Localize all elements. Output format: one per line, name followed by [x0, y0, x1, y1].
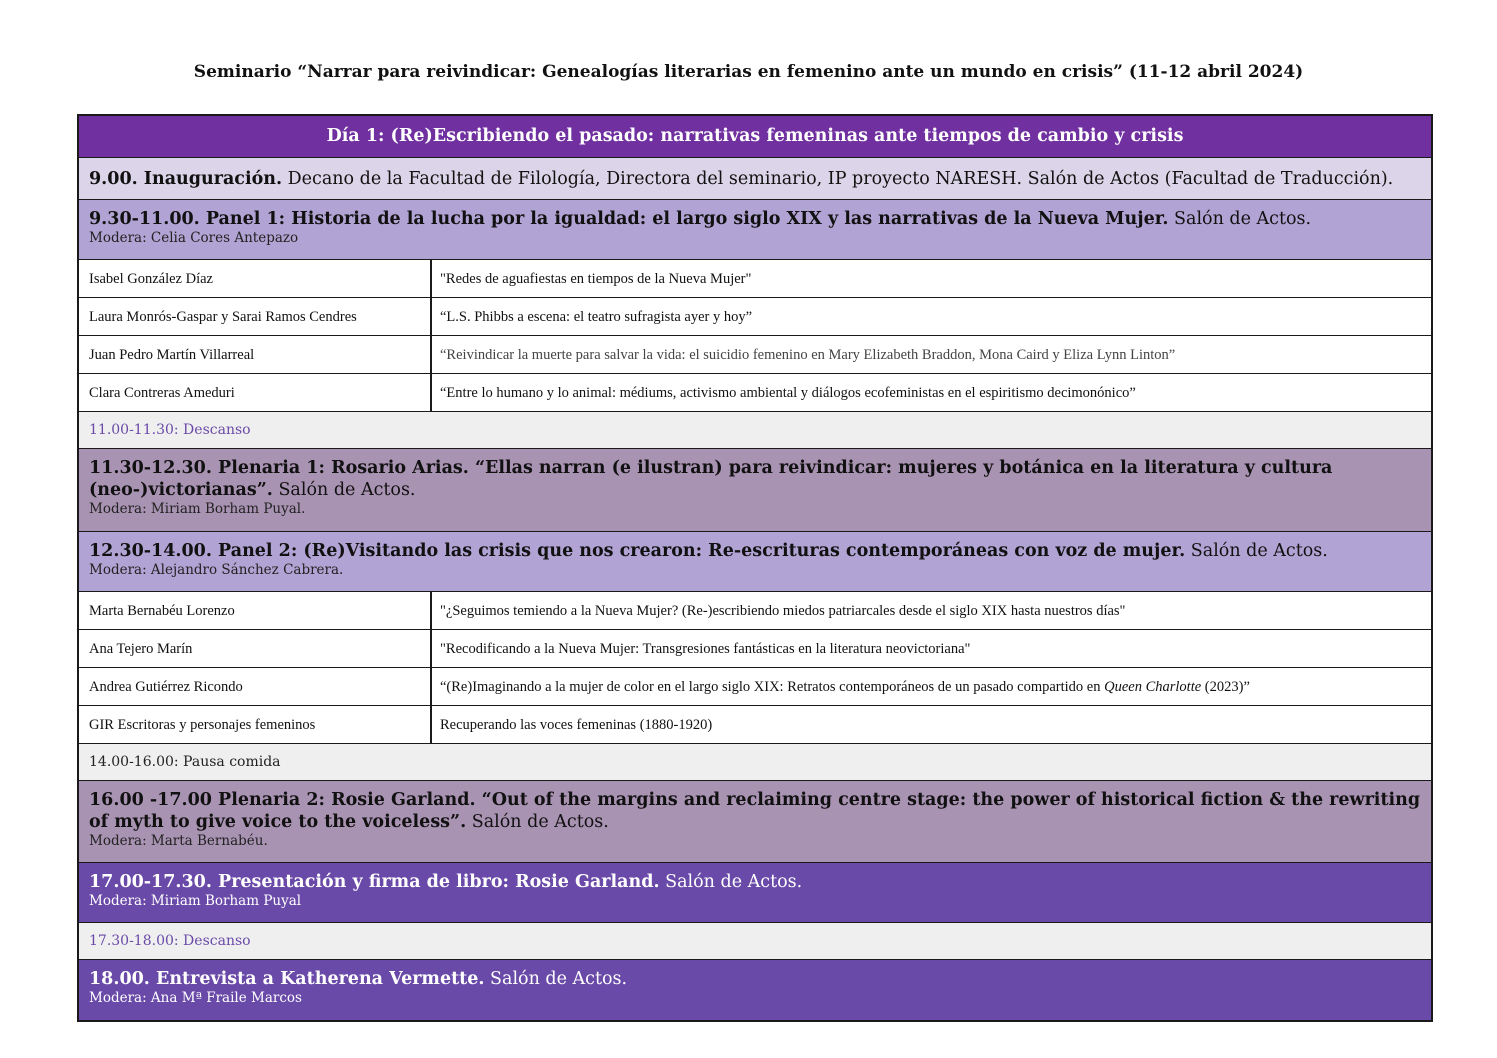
- plenary1-moderator: Modera: Miriam Borham Puyal.: [89, 501, 306, 517]
- panel2-venue: Salón de Actos.: [1185, 541, 1328, 561]
- panel1-row: [79, 199, 1431, 259]
- presentation-venue: Salón de Actos.: [659, 872, 803, 892]
- talk-row: [79, 705, 1431, 743]
- plenary1-venue: Salón de Actos.: [272, 480, 416, 500]
- talk-speaker: Laura Monrós-Gaspar y Sarai Ramos Cendres: [79, 298, 432, 335]
- panel1-headline: [89, 208, 1421, 230]
- inauguration-head: 9.00. Inauguración.: [89, 169, 283, 189]
- presentation-row: [79, 862, 1431, 922]
- plenary2-row: [79, 780, 1431, 862]
- talk-speaker: Ana Tejero Marín: [79, 630, 432, 667]
- talk-row: [79, 373, 1431, 411]
- panel1-venue: Salón de Actos.: [1168, 209, 1312, 229]
- interview-row: [79, 959, 1431, 1020]
- talk-row: [79, 629, 1431, 667]
- talk-speaker: GIR Escritoras y personajes femeninos: [79, 706, 432, 743]
- talk-title: “Reivindicar la muerte para salvar la vida: el suicidio femenino en Mary Elizabeth Braddon, Mona Caird y Eliza Lynn Linton”: [440, 347, 1176, 363]
- talk-title: "Recodificando a la Nueva Mujer: Transgresiones fantásticas en la literatura neovictoriana": [440, 641, 971, 657]
- presentation-title: 17.00-17.30. Presentación y firma de libro: Rosie Garland.: [89, 872, 660, 892]
- plenary2-headline: [89, 789, 1421, 833]
- talk-speaker: Clara Contreras Ameduri: [79, 374, 432, 411]
- plenary2-venue: Salón de Actos.: [466, 812, 609, 832]
- talk-row: [79, 297, 1431, 335]
- talk-title-end: (2023)”: [1201, 679, 1250, 695]
- panel2-title: 12.30-14.00. Panel 2: (Re)Visitando las crisis que nos crearon: Re-escrituras contemporáneas con voz de mujer.: [89, 541, 1186, 561]
- talk-speaker: Marta Bernabéu Lorenzo: [79, 592, 432, 629]
- panel2-headline: [89, 540, 1421, 562]
- talk-row: [79, 667, 1431, 705]
- talk-row: [79, 259, 1431, 297]
- plenary2-moderator: Modera: Marta Bernabéu.: [89, 833, 268, 849]
- break-row: 11.00-11.30: Descanso: [79, 411, 1431, 448]
- panel2-row: [79, 531, 1431, 591]
- talk-speaker: Isabel González Díaz: [79, 260, 432, 297]
- interview-headline: [89, 968, 1421, 990]
- interview-moderator: Modera: Ana Mª Fraile Marcos: [89, 990, 302, 1006]
- plenary1-title: 11.30-12.30. Plenaria 1: Rosario Arias. “Ellas narran (e ilustran) para reivindicar: mujeres y botánica en la literatura y cultura (neo-)victorianas”.: [89, 458, 1333, 500]
- presentation-headline: [89, 871, 1421, 893]
- plenary1-row: [79, 448, 1431, 531]
- schedule-table: [77, 114, 1433, 1022]
- inauguration-detail: Decano de la Facultad de Filología, Directora del seminario, IP proyecto NARESH. Salón de Actos (Facultad de Traducción).: [282, 169, 1394, 189]
- panel2-moderator: Modera: Alejandro Sánchez Cabrera.: [89, 562, 344, 578]
- talk-speaker: Andrea Gutiérrez Ricondo: [79, 668, 432, 705]
- talk-title: “Entre lo humano y lo animal: médiums, activismo ambiental y diálogos ecofeministas en el espiritismo decimonónico”: [440, 385, 1136, 401]
- interview-title: 18.00. Entrevista a Katherena Vermette.: [89, 969, 485, 989]
- plenary2-title: 16.00 -17.00 Plenaria 2: Rosie Garland. “Out of the margins and reclaiming centre stage: the power of historical fiction & the rewriting of myth to give voice to the voiceless”.: [89, 790, 1421, 832]
- talk-row: [79, 591, 1431, 629]
- talk-title: [432, 668, 1431, 705]
- interview-venue: Salón de Actos.: [484, 969, 628, 989]
- break-row: 14.00-16.00: Pausa comida: [79, 743, 1431, 780]
- panel1-title: 9.30-11.00. Panel 1: Historia de la lucha por la igualdad: el largo siglo XIX y las narrativas de la Nueva Mujer.: [89, 209, 1169, 229]
- talk-title: “L.S. Phibbs a escena: el teatro sufragista ayer y hoy”: [440, 309, 753, 325]
- talk-title: "¿Seguimos temiendo a la Nueva Mujer? (Re-)escribiendo miedos patriarcales desde el siglo XIX hasta nuestros días": [440, 603, 1126, 619]
- day-header: Día 1: (Re)Escribiendo el pasado: narrativas femeninas ante tiempos de cambio y crisis: [79, 116, 1431, 157]
- inauguration-row: [79, 157, 1431, 199]
- page-title: Seminario “Narrar para reivindicar: Genealogías literarias en femenino ante un mundo en crisis” (11-12 abril 2024): [193, 62, 1304, 82]
- break-row: 17.30-18.00: Descanso: [79, 922, 1431, 959]
- inauguration-text: [89, 168, 1421, 190]
- talk-title-start: “(Re)Imaginando a la mujer de color en el largo siglo XIX: Retratos contemporáneos de un pasado compartido en: [440, 679, 1105, 695]
- talk-title-series: Queen Charlotte: [1104, 679, 1202, 695]
- talk-title: "Redes de aguafiestas en tiempos de la Nueva Mujer": [440, 271, 752, 287]
- panel1-moderator: Modera: Celia Cores Antepazo: [89, 230, 299, 246]
- presentation-moderator: Modera: Miriam Borham Puyal: [89, 893, 302, 909]
- talk-title: Recuperando las voces femeninas (1880-1920): [440, 717, 713, 733]
- talk-speaker: Juan Pedro Martín Villarreal: [79, 336, 432, 373]
- talk-row: [79, 335, 1431, 373]
- plenary1-headline: [89, 457, 1421, 501]
